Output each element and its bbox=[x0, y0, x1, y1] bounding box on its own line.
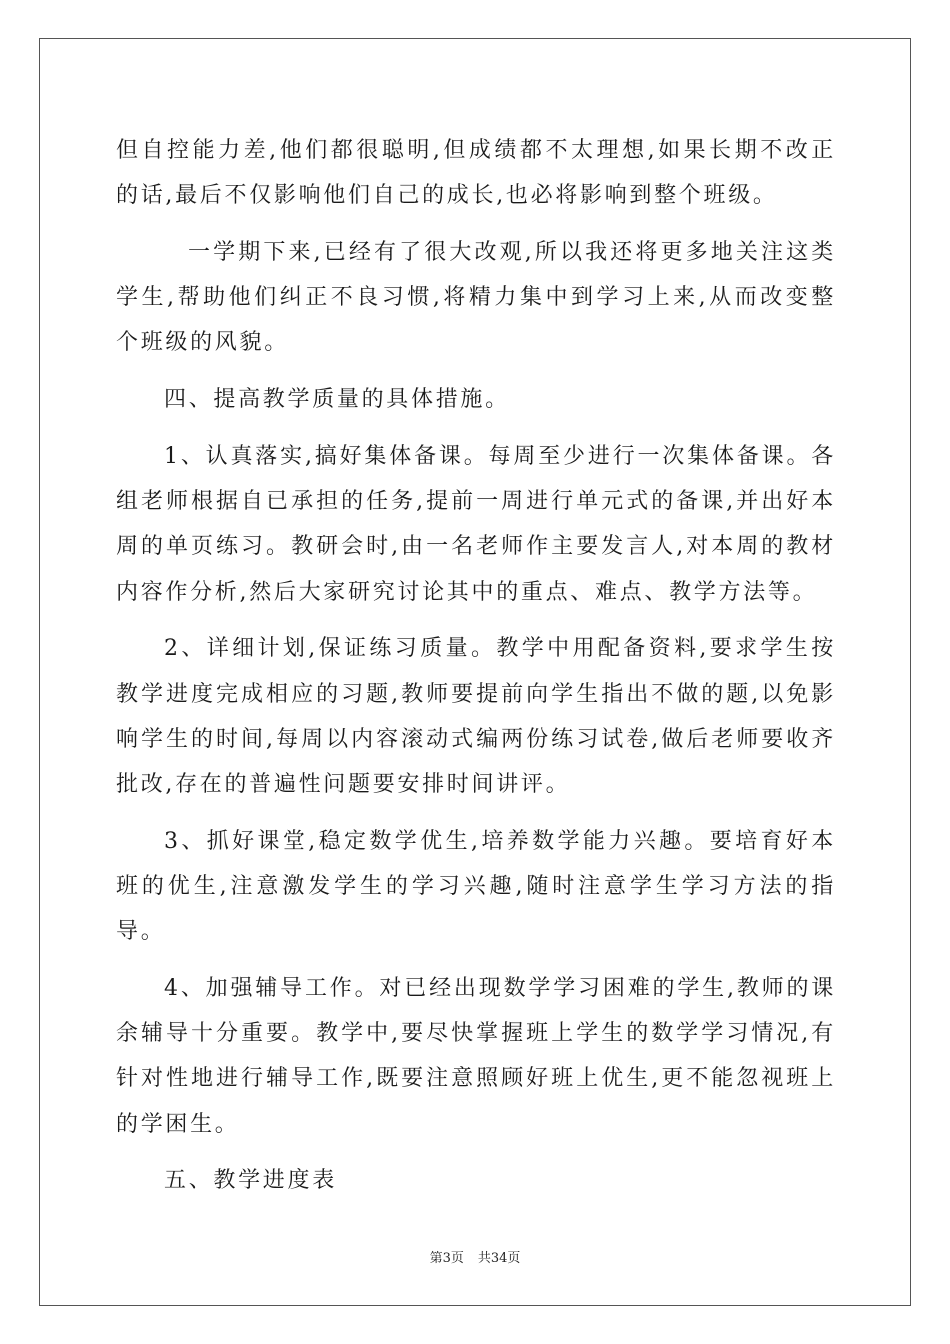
page-footer bbox=[0, 1247, 950, 1266]
paragraph-continuation: 但自控能力差,他们都很聪明,但成绩都不太理想,如果长期不改正的话,最后不仅影响他们自己的成长,也必将影响到整个班级。 bbox=[116, 138, 836, 209]
paragraph-improvement: 一学期下来,已经有了很大改观,所以我还将更多地关注这类学生,帮助他们纠正不良习惯,将精力集中到学习上来,从而改变整个班级的风貌。 bbox=[116, 240, 836, 356]
paragraph-item-2: 2、详细计划,保证练习质量。教学中用配备资料,要求学生按教学进度完成相应的习题,教师要提前向学生指出不做的题,以免影响学生的时间,每周以内容滚动式编两份练习试卷,做后老师要收齐批改,存在的普遍性问题要安排时间讲评。 bbox=[116, 636, 836, 798]
paragraph-item-1: 1、认真落实,搞好集体备课。每周至少进行一次集体备课。各组老师根据自已承担的任务,提前一周进行单元式的备课,并出好本周的单页练习。教研会时,由一名老师作主要发言人,对本周的教材内容作分析,然后大家研究讨论其中的重点、难点、教学方法等。 bbox=[116, 444, 836, 605]
paragraph-item-4: 4、加强辅导工作。对已经出现数学学习困难的学生,教师的课余辅导十分重要。教学中,要尽快掌握班上学生的数学学习情况,有针对性地进行辅导工作,既要注意照顾好班上优生,更不能忽视班上的学困生。 bbox=[116, 976, 836, 1137]
document-body bbox=[116, 128, 836, 1204]
section-heading-measures: 四、提高教学质量的具体措施。 bbox=[164, 387, 510, 413]
paragraph-item-3: 3、抓好课堂,稳定数学优生,培养数学能力兴趣。要培育好本班的优生,注意激发学生的学习兴趣,随时注意学生学习方法的指导。 bbox=[116, 828, 836, 945]
page-total: 共34页 bbox=[477, 1251, 521, 1266]
page-number: 第3页 bbox=[429, 1251, 464, 1266]
section-heading-schedule: 五、教学进度表 bbox=[164, 1168, 337, 1194]
